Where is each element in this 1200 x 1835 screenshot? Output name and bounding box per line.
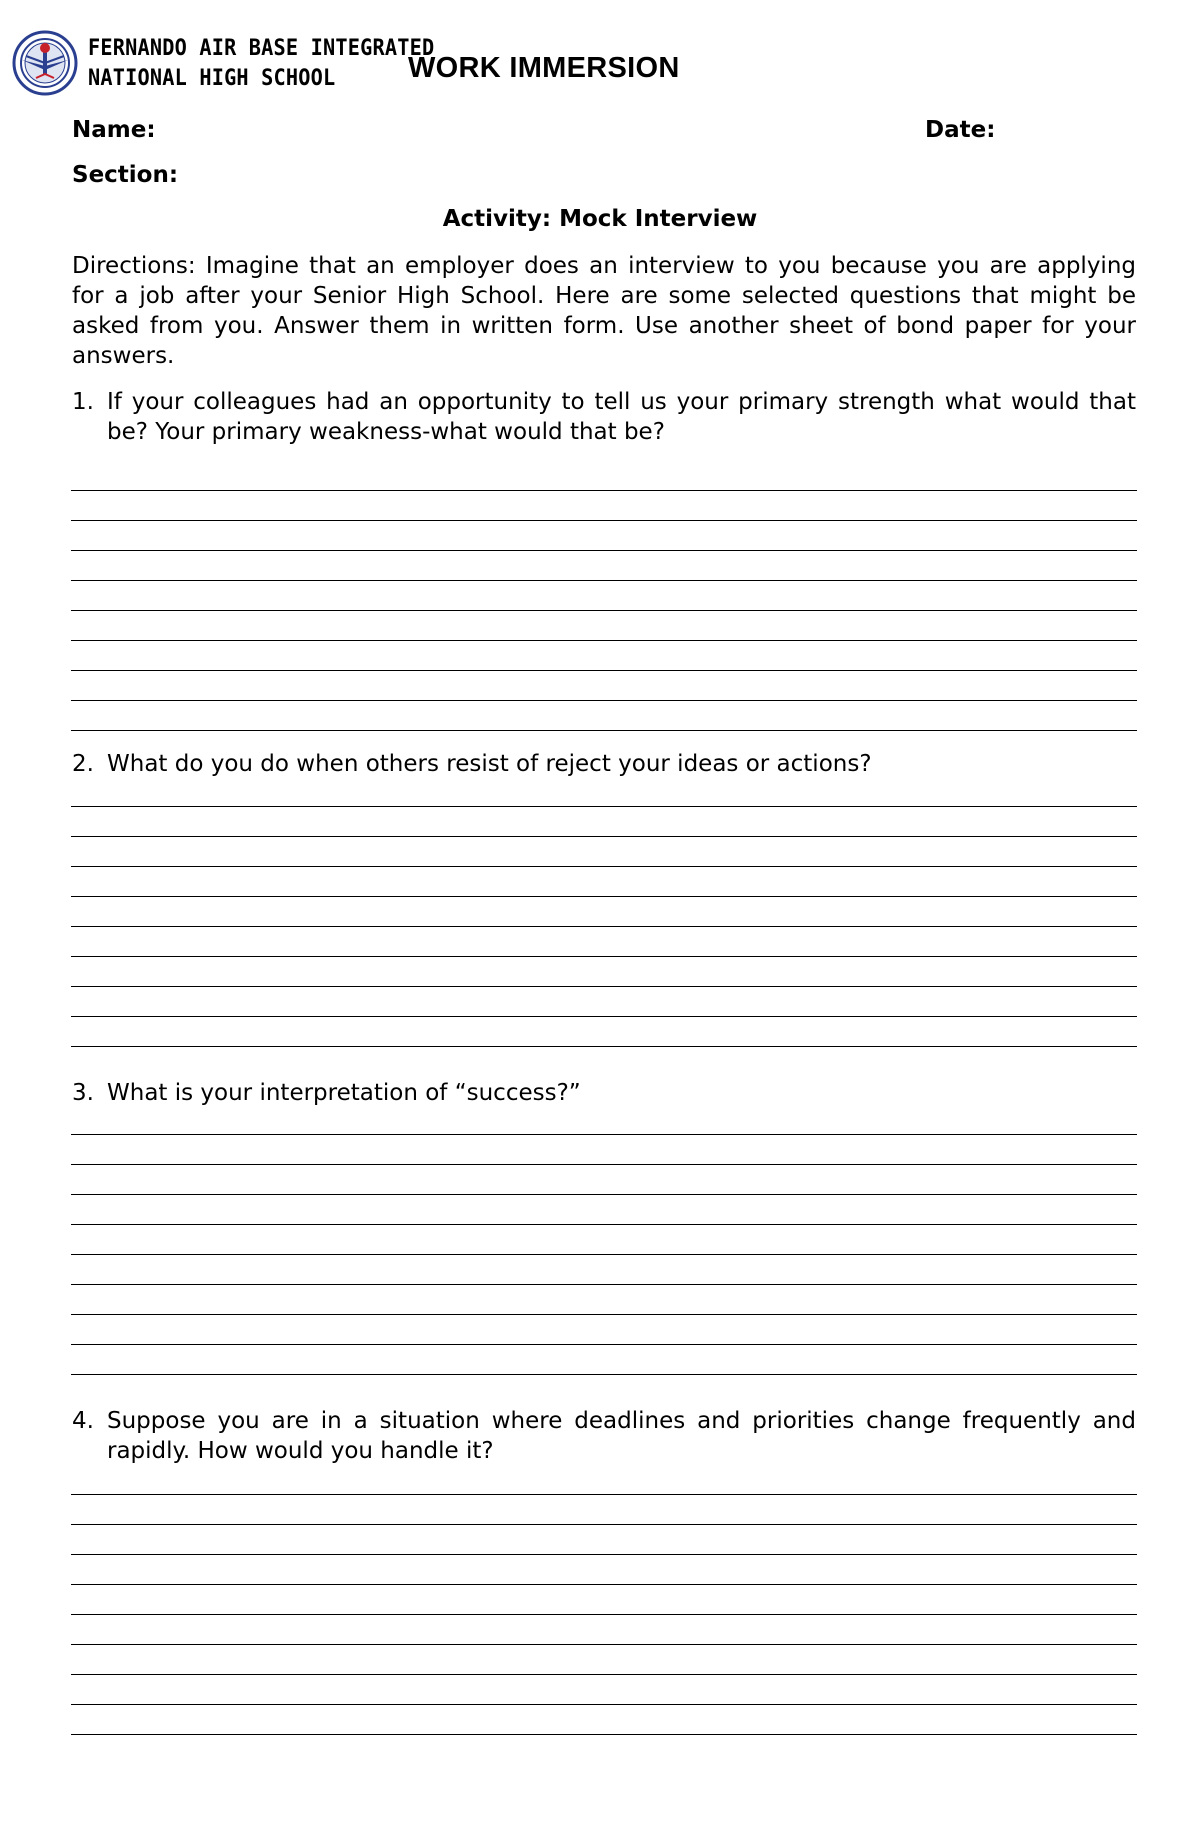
question-3 — [72, 1078, 1136, 1108]
question-text: What do you do when others resist of reject your ideas or actions? — [107, 751, 872, 777]
date-label: Date: — [925, 117, 996, 143]
activity-title — [0, 206, 1200, 232]
name-label: Name: — [72, 117, 156, 143]
question-number: 3. — [72, 1080, 94, 1106]
document-title: WORK IMMERSION — [408, 52, 680, 84]
activity-name: Mock Interview — [559, 206, 758, 232]
question-text: What is your interpretation of “success?” — [107, 1080, 581, 1106]
question-number: 1. — [72, 389, 94, 415]
question-text: If your colleagues had an opportunity to tell us your primary strength what would that be? Your primary weakness-what would that be? — [107, 389, 1136, 445]
section-label: Section: — [72, 162, 179, 188]
document-header — [12, 28, 712, 100]
school-seal-icon — [12, 30, 78, 96]
school-name-line2: NATIONAL HIGH SCHOOL — [88, 66, 336, 91]
question-number: 2. — [72, 751, 94, 777]
question-2 — [72, 749, 1136, 779]
directions-paragraph: Directions: Imagine that an employer does an interview to you because you are applying for a job after your Senior High School. Here are some selected questions that might be asked from you. Answer them in written form. Use another sheet of bond paper for your answers. — [72, 253, 1136, 369]
activity-label: Activity: — [442, 206, 552, 232]
question-1 — [72, 387, 1136, 447]
school-name-line1: FERNANDO AIR BASE INTEGRATED — [88, 36, 435, 61]
question-number: 4. — [72, 1408, 94, 1434]
school-name — [88, 34, 434, 94]
question-4 — [72, 1406, 1136, 1466]
question-text: Suppose you are in a situation where deadlines and priorities change frequently and rapidly. How would you handle it? — [107, 1408, 1136, 1464]
